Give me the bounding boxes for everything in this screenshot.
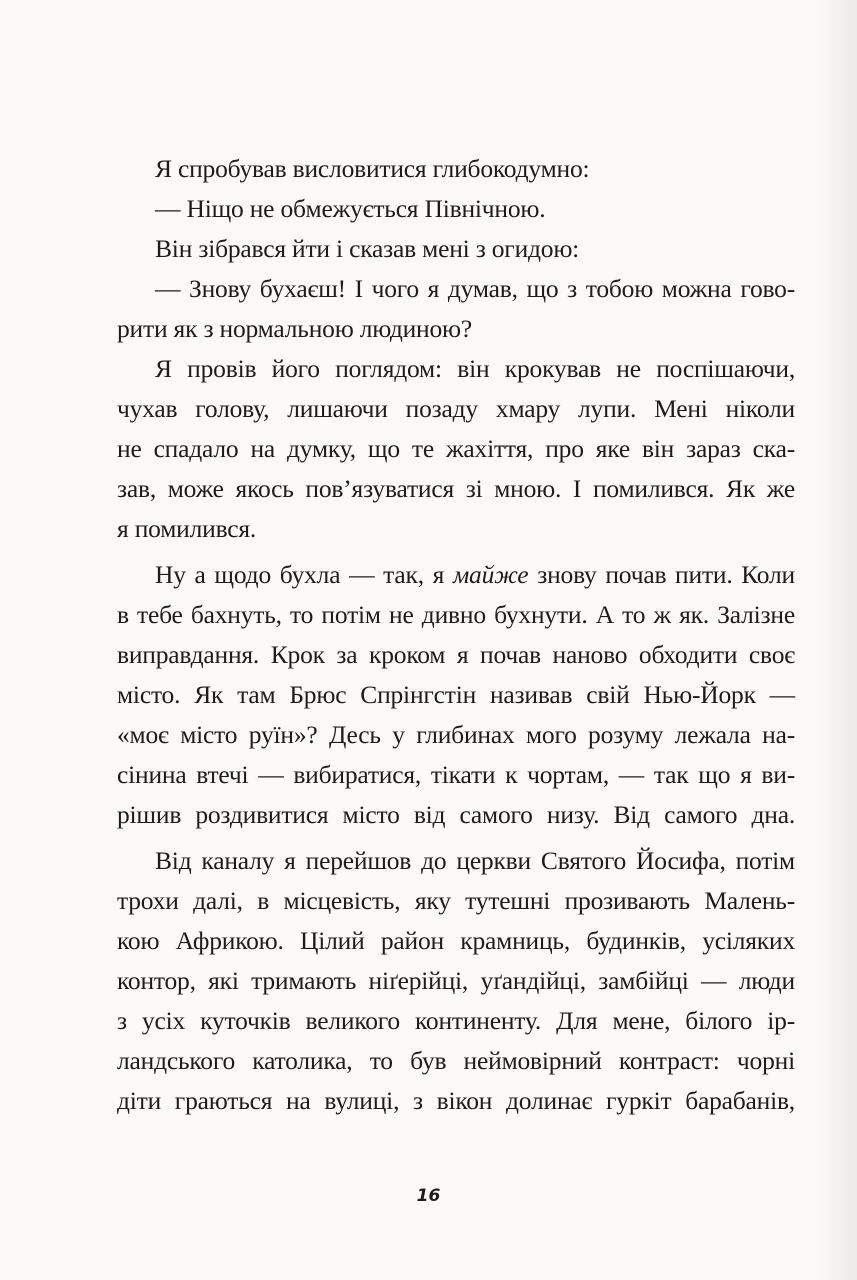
text-line: я помилився. xyxy=(117,514,257,543)
text-line: кою Африкою. Цілий район крамниць, будинків, усіляких xyxy=(117,926,795,955)
text-line-with-emphasis xyxy=(117,555,795,595)
text-line: трохи далі, в місцевість, яку тутешні прозивають Малень- xyxy=(117,886,795,915)
text-line: діти граються на вулиці, з вікон долинає гуркіт барабанів, xyxy=(117,1086,795,1115)
text-line: — Знову бухаєш! І чого я думав, що з тобою можна гово- xyxy=(155,274,795,303)
text-line: — Ніщо не обмежується Північною. xyxy=(155,194,546,223)
text-line: Я спробував висловитися глибокодумно: xyxy=(155,154,590,183)
text-line: рішив роздивитися місто від самого низу. Від самого дна. xyxy=(117,800,795,829)
page-number: 16 xyxy=(416,1186,441,1206)
text-line: Він зібрався йти і сказав мені з огидою: xyxy=(155,234,580,263)
text-segment: Ну а щодо бухла — так, я xyxy=(155,560,453,589)
body-text xyxy=(117,149,795,1121)
text-line: сінина втечі — вибиратися, тікати к чортам, — так що я ви- xyxy=(117,760,795,789)
text-line: виправдання. Крок за кроком я почав наново обходити своє xyxy=(117,640,795,669)
text-line: ландського католика, то був неймовірний контраст: чорні xyxy=(117,1046,795,1075)
text-line: не спадало на думку, що те жахіття, про яке він зараз ска- xyxy=(117,434,795,463)
text-line: зав, може якось пов’язуватися зі мною. І помилився. Як же xyxy=(117,474,795,503)
text-line: «моє місто руїн»? Десь у глибинах мого розуму лежала на- xyxy=(117,720,795,749)
text-line: Від каналу я перейшов до церкви Святого Йосифа, потім xyxy=(155,846,795,875)
text-line: місто. Як там Брюс Спрінгстін називав свій Нью-Йорк — xyxy=(117,680,795,709)
text-line: з усіх куточків великого континенту. Для мене, білого ір- xyxy=(117,1006,795,1035)
text-line: рити як з нормальною людиною? xyxy=(117,314,473,343)
page-edge-shadow xyxy=(817,0,857,1280)
text-line: Я провів його поглядом: він крокував не поспішаючи, xyxy=(155,354,795,383)
text-line: чухав голову, лишаючи позаду хмару лупи. Мені ніколи xyxy=(117,394,795,423)
emphasized-word: майже xyxy=(452,560,529,589)
text-segment: знову почав пити. Коли xyxy=(528,560,795,589)
text-line: контор, які тримають ніґерійці, уґандійці, замбійці — люди xyxy=(117,966,795,995)
text-line: в тебе бахнуть, то потім не дивно бухнути. А то ж як. Залізне xyxy=(117,600,795,629)
